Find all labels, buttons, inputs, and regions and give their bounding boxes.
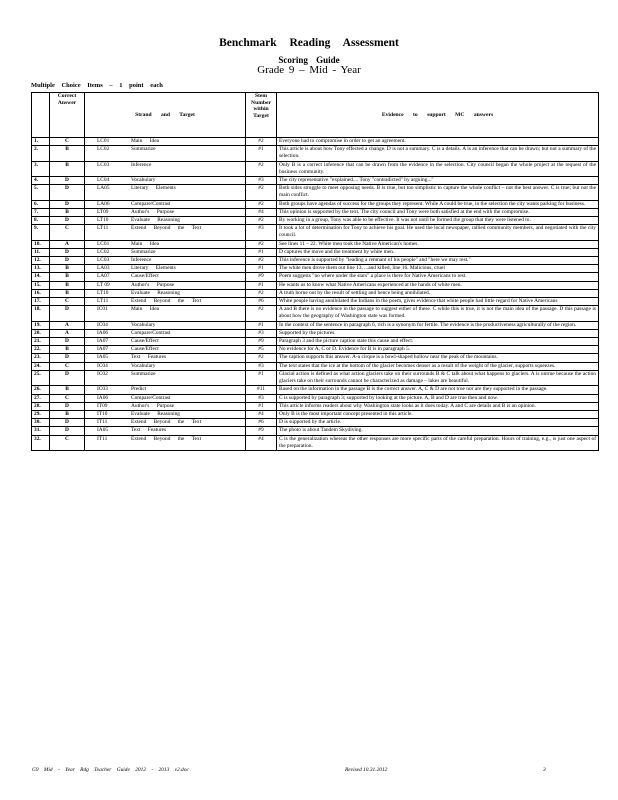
table-row — [32, 370, 599, 385]
row-number: 12. — [32, 257, 50, 265]
evidence-text: Supported by the pictures. — [277, 329, 599, 337]
row-number: 4. — [32, 177, 50, 185]
target-name: Extend Beyond the Text — [131, 225, 202, 232]
target-name: Literary Elements — [131, 185, 176, 192]
row-number: 22. — [32, 346, 50, 354]
row-number: 25. — [32, 370, 50, 385]
stem-number: #4 — [246, 208, 277, 216]
row-number: 21. — [32, 338, 50, 346]
strand-target — [85, 281, 246, 289]
correct-answer: D — [50, 427, 85, 435]
stem-number: #3 — [246, 329, 277, 337]
stem-number: #1 — [246, 402, 277, 410]
table-row — [32, 394, 599, 402]
row-number: 18. — [32, 306, 50, 321]
row-number: 7. — [32, 208, 50, 216]
header-stem: Stem Number within Target — [246, 93, 277, 138]
footer-filename: G9 Mid - Year Rdg Teacher Guide 2012 - 2013 v2.doc — [32, 767, 189, 773]
target-code: LA03 — [97, 265, 110, 272]
target-code: IC04 — [97, 362, 108, 369]
target-code: IA05 — [97, 354, 109, 361]
strand-target — [85, 321, 246, 329]
correct-answer: B — [50, 289, 85, 297]
table-row — [32, 329, 599, 337]
correct-answer: B — [50, 273, 85, 281]
target-name: Summarize — [131, 370, 156, 377]
target-name: Text Features — [131, 354, 167, 361]
table-row — [32, 410, 599, 418]
target-name: Vocabulary — [131, 177, 156, 184]
strand-target — [85, 273, 246, 281]
target-name: Compare/Contrast — [131, 394, 171, 401]
table-row — [32, 338, 599, 346]
row-number: 29. — [32, 410, 50, 418]
correct-answer: C — [50, 362, 85, 370]
target-code: LC03 — [97, 257, 110, 264]
stem-number: #1 — [246, 281, 277, 289]
evidence-text: Both sides struggle to meet opposing needs. B is true, but too simplistic to capture the whole conflict – not the best answer. C is true; but not the main conflict. — [277, 185, 599, 200]
row-number: 8. — [32, 217, 50, 225]
evidence-text: The white men drove them out line 13, ...and killed, line 16. Malicious, cruel — [277, 265, 599, 273]
target-code: LT11 — [97, 225, 109, 232]
table-row — [32, 386, 599, 394]
correct-answer: C — [50, 394, 85, 402]
correct-answer: B — [50, 386, 85, 394]
target-code: LT10 — [97, 289, 109, 296]
table-row — [32, 419, 599, 427]
correct-answer: D — [50, 419, 85, 427]
evidence-text: By working in a group, Tony was able to be effective. It was not until he formed the group that they were listened to. — [277, 217, 599, 225]
target-code: LT11 — [97, 298, 109, 305]
stem-number: #4 — [246, 435, 277, 450]
header-evidence: Evidence to support MC answers — [277, 93, 599, 138]
target-name: Inference — [131, 257, 152, 264]
stem-number: #11 — [246, 386, 277, 394]
evidence-text: C is the generalization whereas the other responses are more specific parts of the careful preparation. Hours of training, e.g., is just one aspect of the preparation. — [277, 435, 599, 450]
stem-number: #5 — [246, 346, 277, 354]
table-row — [32, 217, 599, 225]
correct-answer: D — [50, 185, 85, 200]
evidence-text: The caption supports this answer. A-a cirque is a bowl-shaped hollow near the peak of the mountains. — [277, 354, 599, 362]
evidence-text: He wants us to know what Native Americans experienced at the hands of white men. — [277, 281, 599, 289]
target-name: Text Features — [131, 427, 167, 434]
stem-number: #4 — [246, 410, 277, 418]
strand-target — [85, 402, 246, 410]
target-code: LA06 — [97, 200, 110, 207]
table-row — [32, 435, 599, 450]
strand-target — [85, 329, 246, 337]
footer-revised: Revised 10.31.2012 — [345, 767, 388, 773]
stem-number: #2 — [246, 161, 277, 176]
row-number: 9. — [32, 225, 50, 240]
header-strand: Strand and Target — [85, 93, 246, 138]
target-name: Author's Purpose — [131, 281, 175, 288]
strand-target — [85, 354, 246, 362]
target-code: LT10 — [97, 217, 109, 224]
stem-number: #2 — [246, 200, 277, 208]
target-name: Literary Elements — [131, 265, 176, 272]
target-name: Author's Purpose — [131, 208, 175, 215]
evidence-text: This article is about how Tony effected a change. D is not a summary. C is a details. A is an inference that can be drawn; but not a summary of the selection. — [277, 146, 599, 161]
strand-target — [85, 265, 246, 273]
correct-answer: D — [50, 177, 85, 185]
strand-target — [85, 419, 246, 427]
document-title: Benchmark Reading Assessment — [219, 37, 399, 49]
table-row — [32, 289, 599, 297]
target-name: Predict — [131, 386, 147, 393]
document-subtitle: Scoring Guide — [278, 55, 340, 65]
evidence-text: The photo is about Tandem Skydiving. — [277, 427, 599, 435]
target-name: Cause/Effect — [131, 273, 159, 280]
strand-target — [85, 138, 246, 146]
header-answer: Correct Answer — [50, 93, 85, 138]
evidence-text: This opinion is supported by the text. The city council and Tony were both satisfied at the end with the compromise. — [277, 208, 599, 216]
evidence-text: White people having annihilated the Indians in the poem, gives evidence that white people had little regard for Native Americans — [277, 298, 599, 306]
target-code: IC01 — [97, 306, 108, 313]
evidence-text: Paragraph 3 and the picture caption state this cause and effect. — [277, 338, 599, 346]
target-name: Extend Beyond the Text — [131, 419, 202, 426]
strand-target — [85, 257, 246, 265]
table-row — [32, 257, 599, 265]
correct-answer: C — [50, 225, 85, 240]
strand-target — [85, 306, 246, 321]
strand-target — [85, 146, 246, 161]
strand-target — [85, 225, 246, 240]
correct-answer: D — [50, 257, 85, 265]
evidence-text: Glacial action is defined as what action glaciers take on their surrounds B & C talk about what happens to glaciers. A is untrue because the action glaciers take on their surrounds cannot be characterized as damage – lakes are beautiful. — [277, 370, 599, 385]
evidence-text: Based on the information in the passage B is the correct answer. A, C & D are not true nor are they supported in the passage. — [277, 386, 599, 394]
table-row — [32, 265, 599, 273]
stem-number: #1 — [246, 370, 277, 385]
table-row — [32, 298, 599, 306]
stem-number: #2 — [246, 306, 277, 321]
strand-target — [85, 370, 246, 385]
target-code: LA05 — [97, 185, 110, 192]
correct-answer: A — [50, 240, 85, 248]
header-number — [32, 93, 50, 138]
table-row — [32, 177, 599, 185]
target-name: Compare/Contrast — [131, 200, 171, 207]
target-code: LT09 — [97, 208, 109, 215]
row-number: 31. — [32, 427, 50, 435]
evidence-text: No evidence for A, C or D. Evidence for B is in paragraph 5. — [277, 346, 599, 354]
row-number: 32. — [32, 435, 50, 450]
stem-number: #2 — [246, 138, 277, 146]
footer-page-number: 3 — [543, 767, 546, 773]
row-number: 26. — [32, 386, 50, 394]
target-code: IA06 — [97, 329, 109, 336]
row-number: 24. — [32, 362, 50, 370]
stem-number: #2 — [246, 185, 277, 200]
correct-answer: A — [50, 329, 85, 337]
evidence-text: This inference is supported by "leading a remnant of his people" and "here we may rest." — [277, 257, 599, 265]
target-code: LC04 — [97, 177, 110, 184]
evidence-text: Only B is a correct inference that can be drawn from the evidence in the selection. City council began the whole project at the request of the business community. — [277, 161, 599, 176]
correct-answer: C — [50, 138, 85, 146]
target-code: LC02 — [97, 248, 110, 255]
table-row — [32, 321, 599, 329]
table-row — [32, 362, 599, 370]
stem-number: #3 — [246, 362, 277, 370]
correct-answer: B — [50, 146, 85, 161]
stem-number: #6 — [246, 419, 277, 427]
row-number: 6. — [32, 200, 50, 208]
stem-number: #1 — [246, 248, 277, 256]
target-code: IT09 — [97, 402, 108, 409]
correct-answer: B — [50, 281, 85, 289]
strand-target — [85, 298, 246, 306]
strand-target — [85, 289, 246, 297]
table-row — [32, 146, 599, 161]
stem-number: #1 — [246, 321, 277, 329]
row-number: 28. — [32, 402, 50, 410]
table-row — [32, 346, 599, 354]
correct-answer: C — [50, 435, 85, 450]
target-name: Summarize — [131, 146, 156, 153]
target-name: Extend Beyond the Text — [131, 435, 202, 442]
stem-number: #3 — [246, 225, 277, 240]
row-number: 10. — [32, 240, 50, 248]
correct-answer: B — [50, 208, 85, 216]
table-row — [32, 402, 599, 410]
strand-target — [85, 386, 246, 394]
row-number: 13. — [32, 265, 50, 273]
table-body — [32, 138, 599, 451]
evidence-text: It took a lot of determination for Tony to achieve his goal. He used the local newspaper, rallied community members, and negotiated with the city council. — [277, 225, 599, 240]
evidence-text: D captures the move and the treatment by white men. — [277, 248, 599, 256]
target-code: IT10 — [97, 410, 108, 417]
table-row — [32, 281, 599, 289]
target-code: LC02 — [97, 146, 110, 153]
row-number: 23. — [32, 354, 50, 362]
target-code: IT11 — [97, 419, 108, 426]
evidence-text: This article informs readers about why Washington state looks as it does today. A and C are details and B is an opinion. — [277, 402, 599, 410]
strand-target — [85, 177, 246, 185]
stem-number: #2 — [246, 217, 277, 225]
strand-target — [85, 208, 246, 216]
target-code: LC01 — [97, 138, 110, 144]
stem-number: #1 — [246, 146, 277, 161]
stem-number: #3 — [246, 394, 277, 402]
evidence-text: See lines 11 – 22. White men took the Native American's homes. — [277, 240, 599, 248]
target-code: IC04 — [97, 321, 108, 328]
evidence-text: Poem suggests "no where under the stars" a place is there for Native Americans to rest. — [277, 273, 599, 281]
target-name: Vocabulary — [131, 321, 156, 328]
stem-number: #6 — [246, 298, 277, 306]
correct-answer: D — [50, 306, 85, 321]
row-number: 11. — [32, 248, 50, 256]
strand-target — [85, 338, 246, 346]
row-number: 5. — [32, 185, 50, 200]
target-code: LT 09 — [97, 281, 110, 288]
correct-answer: B — [50, 410, 85, 418]
target-code: IT11 — [97, 435, 108, 442]
strand-target — [85, 240, 246, 248]
strand-target — [85, 248, 246, 256]
target-code: LC03 — [97, 161, 110, 168]
row-number: 16. — [32, 289, 50, 297]
target-name: Compare/Contrast — [131, 329, 171, 336]
table-row — [32, 273, 599, 281]
row-number: 1. — [32, 138, 50, 146]
correct-answer: C — [50, 298, 85, 306]
correct-answer: B — [50, 265, 85, 273]
strand-target — [85, 435, 246, 450]
correct-answer: B — [50, 346, 85, 354]
target-name: Extend Beyond the Text — [131, 298, 202, 305]
target-code: IA07 — [97, 338, 109, 345]
target-name: Summarize — [131, 248, 156, 255]
grade-label: Grade 9 – Mid - Year — [257, 64, 361, 76]
correct-answer: A — [50, 321, 85, 329]
row-number: 27. — [32, 394, 50, 402]
table-row — [32, 225, 599, 240]
evidence-text: The text states that the ice at the bottom of the glacier becomes denser as a result of the weight of the glacier, supports squeezes. — [277, 362, 599, 370]
strand-target — [85, 346, 246, 354]
target-name: Evaluate Reasoning — [131, 289, 180, 296]
evidence-text: The city representative "explained.... Tony "contradicted" by arguing..." — [277, 177, 599, 185]
evidence-text: Everyone had to compromise in order to get an agreement. — [277, 138, 599, 146]
strand-target — [85, 185, 246, 200]
evidence-text: In the context of the sentence in paragraph 6, rich is a synonym for fertile. The evidence is the productiveness agriculturally of the region. — [277, 321, 599, 329]
correct-answer: B — [50, 161, 85, 176]
strand-target — [85, 394, 246, 402]
table-row — [32, 427, 599, 435]
target-name: Main Idea — [131, 138, 160, 144]
row-number: 19. — [32, 321, 50, 329]
correct-answer: D — [50, 370, 85, 385]
target-name: Author's Purpose — [131, 402, 175, 409]
strand-target — [85, 217, 246, 225]
strand-target — [85, 161, 246, 176]
stem-number: #9 — [246, 427, 277, 435]
evidence-text: C is supported by paragraph 3; supported by looking at the picture. A, B and D are true then and now. — [277, 394, 599, 402]
target-code: IA07 — [97, 346, 109, 353]
stem-number: #9 — [246, 338, 277, 346]
evidence-text: Only B is the most important concept presented in this article. — [277, 410, 599, 418]
target-name: Cause/Effect — [131, 338, 159, 345]
stem-number: #2 — [246, 257, 277, 265]
target-name: Main Idea — [131, 306, 160, 313]
target-name: Evaluate Reasoning — [131, 217, 180, 224]
table-row — [32, 185, 599, 200]
stem-number: #2 — [246, 240, 277, 248]
table-row — [32, 200, 599, 208]
strand-target — [85, 362, 246, 370]
strand-target — [85, 410, 246, 418]
section-label: Multiple Choice Items – 1 point each — [31, 82, 163, 89]
stem-number: #2 — [246, 289, 277, 297]
evidence-text: D is supported by the article. — [277, 419, 599, 427]
row-number: 15. — [32, 281, 50, 289]
target-code: IA05 — [97, 427, 109, 434]
row-number: 17. — [32, 298, 50, 306]
strand-target — [85, 427, 246, 435]
target-code: LA07 — [97, 273, 110, 280]
stem-number: #1 — [246, 265, 277, 273]
evidence-text: A and B there is no evidence in the passage to suggest either of these. C while this is true, it is not the main idea of the passage. D this passage is about how the geography of Washington state was formed. — [277, 306, 599, 321]
target-name: Vocabulary — [131, 362, 156, 369]
target-name: Evaluate Reasoning — [131, 410, 180, 417]
target-code: IC03 — [97, 386, 108, 393]
table-row — [32, 306, 599, 321]
scoring-table — [31, 92, 599, 451]
strand-target — [85, 200, 246, 208]
target-code: IA06 — [97, 394, 109, 401]
table-header — [32, 93, 599, 138]
table-row — [32, 240, 599, 248]
correct-answer: D — [50, 338, 85, 346]
row-number: 2. — [32, 146, 50, 161]
target-name: Cause/Effect — [131, 346, 159, 353]
correct-answer: D — [50, 354, 85, 362]
correct-answer: D — [50, 248, 85, 256]
correct-answer: D — [50, 200, 85, 208]
table-row — [32, 248, 599, 256]
table-row — [32, 354, 599, 362]
correct-answer: D — [50, 217, 85, 225]
table-row — [32, 161, 599, 176]
evidence-text: Both groups have agendas of success for the groups they represent. While A could be true, in the selection the city wants parking for business. — [277, 200, 599, 208]
row-number: 30. — [32, 419, 50, 427]
target-code: IC02 — [97, 370, 108, 377]
stem-number: #9 — [246, 273, 277, 281]
row-number: 20. — [32, 329, 50, 337]
stem-number: #3 — [246, 177, 277, 185]
evidence-text: A truth borne out by the result of settling and hence being annihilated. — [277, 289, 599, 297]
target-name: Main Idea — [131, 240, 160, 247]
table-row — [32, 208, 599, 216]
row-number: 3. — [32, 161, 50, 176]
target-code: LC01 — [97, 240, 110, 247]
table-row — [32, 138, 599, 146]
target-name: Inference — [131, 161, 152, 168]
correct-answer: D — [50, 402, 85, 410]
row-number: 14. — [32, 273, 50, 281]
stem-number: #2 — [246, 354, 277, 362]
